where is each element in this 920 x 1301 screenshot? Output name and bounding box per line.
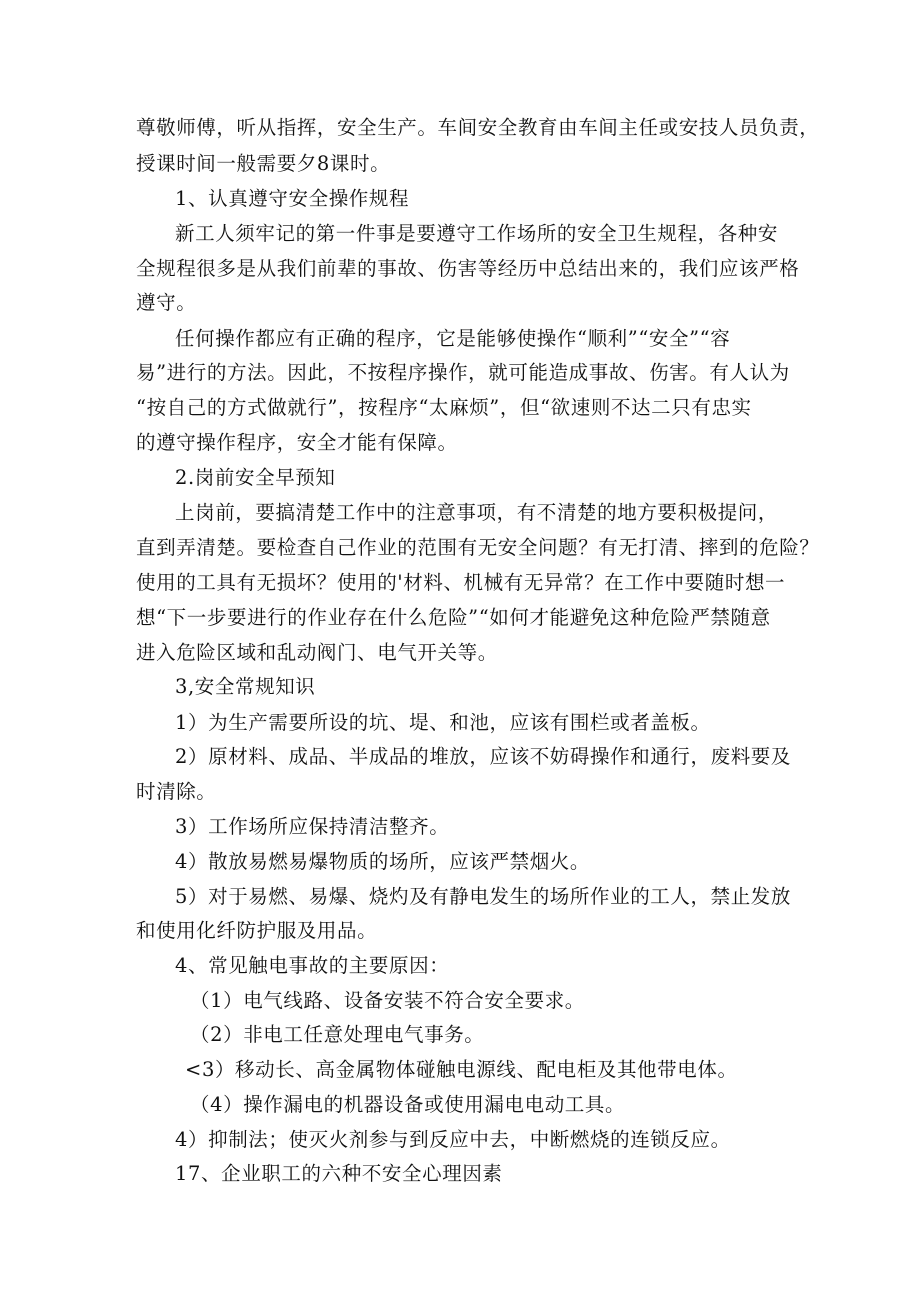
text-line-9: “按自己的方式做就行”，按程序“太麻烦”，但“欲速则不达二只有忠实 (136, 396, 752, 419)
list-item-1: 1）为生产需要所设的坑、堤、和池，应该有围栏或者盖板。 (175, 711, 711, 734)
section-heading-1: 1、认真遵守安全操作规程 (175, 187, 410, 210)
text-line-13: 直到弄清楚。要检查自己作业的范围有无安全问题？有无打清、摔到的危险？ (136, 536, 820, 559)
list-item-2-cont: 时清除。 (136, 780, 217, 803)
list-item-4: 4）散放易燃易爆物质的场所，应该严禁烟火。 (175, 850, 591, 873)
text-line-10: 的遵守操作程序，安全才能有保障。 (136, 431, 458, 454)
text-line-5: 全规程很多是从我们前辈的事故、伤害等经历中总结出来的，我们应该严格 (136, 257, 800, 280)
text-line-14: 使用的工具有无损坏？使用的'材料、机械有无异常？在工作中要随时想一 (136, 571, 786, 594)
section-heading-3: 3,安全常规知识 (175, 675, 316, 698)
list-item-5: 5）对于易燃、易爆、烧灼及有静电发生的场所作业的工人，禁止发放 (175, 885, 792, 908)
section-heading-17: 17、企业职工的六种不安全心理因素 (175, 1162, 503, 1185)
text-line-30: 4）抑制法；使灭火剂参与到反应中去，中断燃烧的连锁反应。 (175, 1128, 731, 1151)
section-heading-2: 2.岗前安全早预知 (175, 466, 336, 489)
text-line-16: 进入危险区域和乱动阀门、电气开关等。 (136, 641, 498, 664)
cause-item-1: （1）电气线路、设备安装不符合安全要求。 (190, 989, 585, 1012)
cause-item-3: <3）移动长、高金属物体碰触电源线、配电柜及其他带电体。 (185, 1058, 738, 1081)
list-item-5-cont: 和使用化纤防护服及用品。 (136, 919, 378, 942)
section-heading-4: 4、常见触电事故的主要原因： (175, 954, 450, 977)
text-line-12: 上岗前，要搞清楚工作中的注意事项，有不清楚的地方要积极提问， (175, 501, 779, 524)
text-line-7: 任何操作都应有正确的程序，它是能够使操作“顺利”“安全”“容 (175, 327, 731, 350)
text-line-4: 新工人须牢记的第一件事是要遵守工作场所的安全卫生规程，各种安 (175, 222, 779, 245)
text-line-2: 授课时间一般需要夕8课时。 (136, 152, 391, 175)
text-line-1: 尊敬师傅，听从指挥，安全生产。车间安全教育由车间主任或安技人员负责， (136, 116, 820, 139)
list-item-3: 3）工作场所应保持清洁整齐。 (175, 815, 450, 838)
cause-item-2: （2）非电工任意处理电气事务。 (190, 1023, 485, 1046)
text-line-8: 易”进行的方法。因此，不按程序操作，就可能造成事故、伤害。有人认为 (136, 361, 790, 384)
list-item-2: 2）原材料、成品、半成品的堆放，应该不妨碍操作和通行，废料要及 (175, 745, 792, 768)
text-line-15: 想“下一步要进行的作业存在什么危险”“如何才能避免这种危险严禁随意 (136, 606, 771, 629)
text-line-6: 遵守。 (136, 291, 197, 314)
cause-item-4: （4）操作漏电的机器设备或使用漏电电动工具。 (190, 1093, 626, 1116)
